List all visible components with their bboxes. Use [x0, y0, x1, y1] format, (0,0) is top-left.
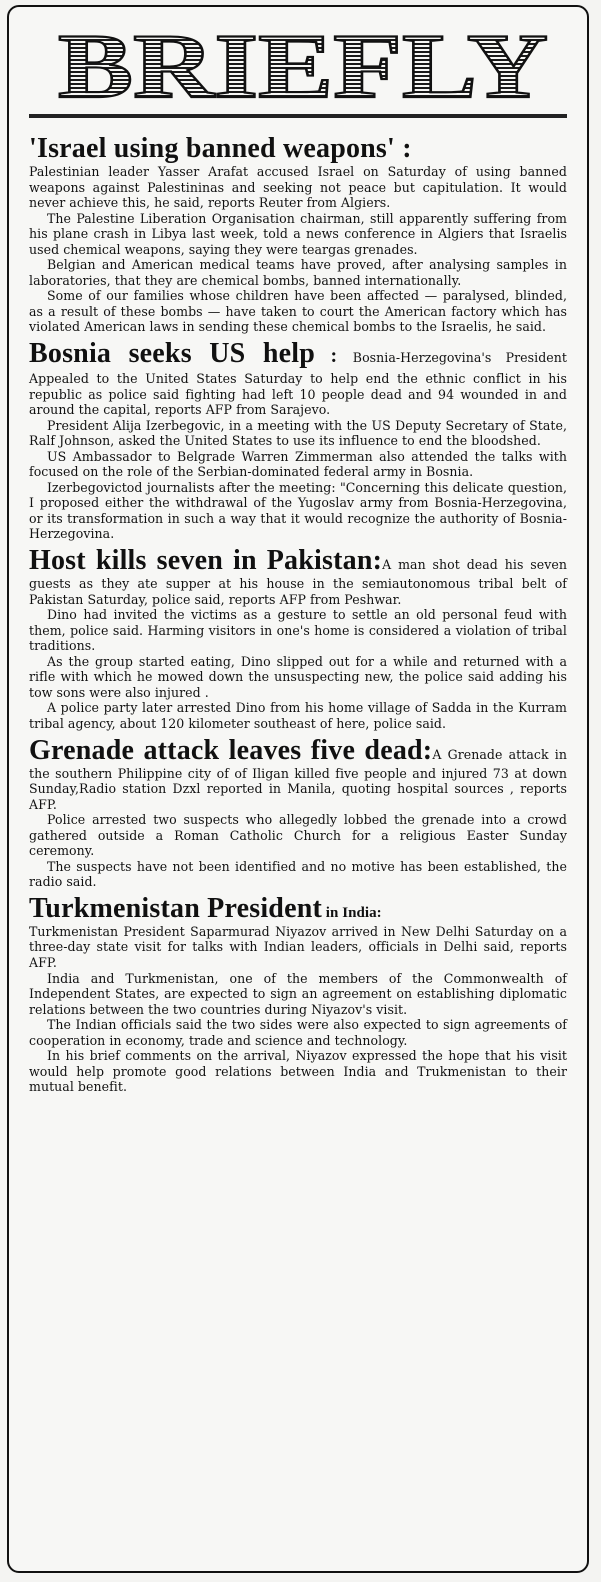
story-lead: Turkmenistan President Saparmurad Niyazov arrived in New Delhi Saturday on a three-day state visit for talks with Indian leaders, officials in Delhi said, reports AFP. [29, 923, 567, 970]
paragraph: A police party later arrested Dino from his home village of Sadda in the Kurram tribal agency, about 120 kilometer southeast of here, police said. [29, 700, 567, 731]
headline-separator: : [315, 345, 353, 368]
paragraph: US Ambassador to Belgrade Warren Zimmerman also attended the talks with focused on the role of the Serbian-dominated federal army in Bosnia. [29, 448, 567, 480]
newspaper-clipping [7, 5, 589, 1573]
story-lead: Palestinian leader Yasser Arafat accused Israel on Saturday of using banned weapons against Palestininas and seeking not peace but capitulation. It would never achieve this, he said, reports Reuter from Algiers. [29, 164, 567, 211]
story-pakistan [29, 546, 567, 731]
paragraph: The suspects have not been identified and no motive has been established, the radio said. [29, 858, 567, 890]
headline: Grenade attack leaves five dead: [29, 734, 433, 766]
paragraph: In his brief comments on the arrival, Niyazov expressed the hope that his visit would help promote good relations between India and Trukmenistan to their mutual benefit. [29, 1048, 567, 1095]
masthead-title: BRIEFLY [58, 23, 548, 105]
headline: Bosnia seeks US help [29, 338, 316, 370]
paragraph: Some of our families whose children have been affected — paralysed, blinded, as a result of these bombs — have taken to court the American factory which has violated American laws in sending these chemical bombs to the Israelis, he said. [29, 288, 567, 335]
story-lead: A man shot dead his seven guests as they ate supper at his house in the semiautonomous tribal belt of Pakistan Saturday, police said, reports AFP from Peshwar. [29, 557, 567, 607]
paragraph: Dino had invited the victims as a gesture to settle an old personal feud with them, police said. Harming visitors in one's home is considered a violation of tribal traditions. [29, 607, 567, 654]
paragraph: Izerbegovictod journalists after the meeting: "Concerning this delicate question, I proposed either the withdrawal of the Yugoslav army from Bosnia-Herzegovina, or its transformation in such a way that it would recognize the authority of Bosnia-Herzegovina. [29, 479, 567, 542]
paragraph: Police arrested two suspects who allegedly lobbed the grenade into a crowd gathered outside a Roman Catholic Church for a religious Easter Sunday ceremony. [29, 812, 567, 859]
paragraph: Belgian and American medical teams have proved, after analysing samples in laboratories, that they are chemical bombs, banned internationally. [29, 257, 567, 288]
paragraph: The Indian officials said the two sides were also expected to sign agreements of cooperation in economy, trade and science and technology. [29, 1017, 567, 1048]
story-turkmenistan [29, 894, 567, 1095]
paragraph: President Alija Izerbegovic, in a meeting with the US Deputy Secretary of State, Ralf Johnson, asked the United States to use its influence to end the bloodshed. [29, 417, 567, 449]
paragraph: The Palestine Liberation Organisation chairman, still apparently suffering from his plane crash in Libya last week, told a news conference in Algiers that Israelis used chemical weapons, saying they were teargas grenades. [29, 210, 567, 257]
paragraph: India and Turkmenistan, one of the members of the Commonwealth of Independent States, are expected to sign an agreement on establishing diplomatic relations between the two countries during Niyazov's visit. [29, 970, 567, 1017]
headline-tag: in India: [322, 904, 382, 921]
masthead-logo [53, 23, 553, 105]
masthead-rule [29, 114, 567, 118]
headline: Turkmenistan President [29, 892, 322, 924]
story-israel [29, 134, 567, 335]
headline: 'Israel using banned weapons' : [29, 133, 412, 164]
story-lead: Bosnia-Herzegovina's President Appealed to the United States Saturday to help end the ethnic conflict in his republic as police said fighting had left 10 people dead and 94 wounded in and around the capital, reports AFP from Sarajevo. [29, 350, 567, 418]
paragraph: As the group started eating, Dino slipped out for a while and returned with a rifle with which he mowed down the unsuspecting new, the police said adding his tow sons were also injured . [29, 653, 567, 700]
story-bosnia [29, 339, 567, 542]
stories [29, 133, 567, 1099]
masthead [53, 23, 553, 105]
headline: Host kills seven in Pakistan: [29, 545, 383, 577]
story-lead: A Grenade attack in the southern Philippine city of of Iligan killed five people and injured 73 at down Sunday,Radio station Dzxl reported in Manila, quoting hospital sources , reports AFP. [29, 746, 567, 812]
story-grenade [29, 736, 567, 890]
